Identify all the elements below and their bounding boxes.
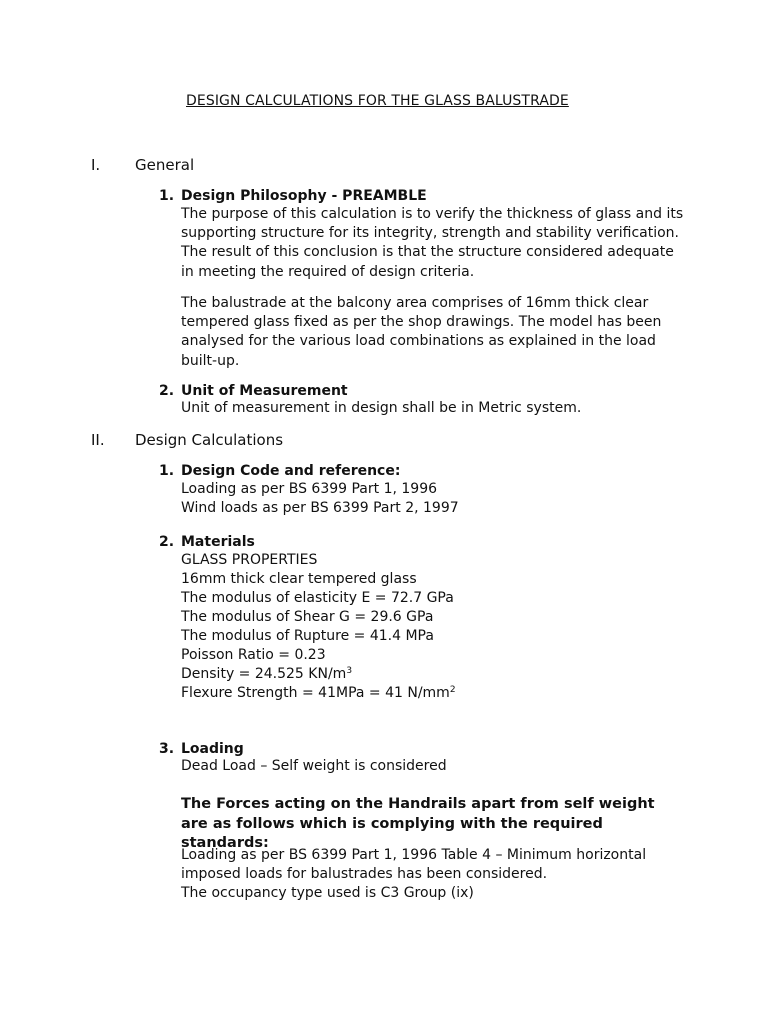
design-code-line: Loading as per BS 6399 Part 1, 1996	[181, 481, 438, 497]
item-2-3-number: 3.	[159, 741, 175, 757]
occupancy-type-text: The occupancy type used is C3 Group (ix)	[181, 885, 474, 901]
density-text: Density = 24.525 KN/m	[181, 666, 347, 682]
section-2-numeral: II.	[91, 431, 105, 449]
flexure-superscript: 2	[449, 685, 456, 695]
density-superscript: 3	[346, 666, 353, 676]
materials-line: Poisson Ratio = 0.23	[181, 647, 326, 663]
materials-line: The modulus of elasticity E = 72.7 GPa	[181, 590, 454, 606]
dead-load-text: Dead Load – Self weight is considered	[181, 758, 447, 774]
item-1-1-title: Design Philosophy - PREAMBLE	[181, 188, 427, 204]
unit-of-measurement-text: Unit of measurement in design shall be in Metric system.	[181, 400, 582, 416]
flexure-line	[181, 684, 456, 703]
design-philosophy-paragraph-2: The balustrade at the balcony area comprises of 16mm thick clear tempered glass fixed as per the shop drawings. The model has been analysed for the various load combinations as explained in the load built-up.	[181, 295, 662, 369]
materials-line: The modulus of Rupture = 41.4 MPa	[181, 628, 434, 644]
item-2-3-title: Loading	[181, 741, 244, 757]
item-2-2-title: Materials	[181, 534, 255, 550]
design-philosophy-paragraph-1: The purpose of this calculation is to verify the thickness of glass and its supporting structure for its integrity, strength and stability verification. The result of this conclusion is that the structure considered adequate in meeting the required of design criteria.	[181, 206, 684, 280]
design-code-line: Wind loads as per BS 6399 Part 2, 1997	[181, 500, 459, 516]
item-1-2-number: 2.	[159, 383, 175, 399]
section-1-title: General	[135, 156, 195, 174]
item-2-1-number: 1.	[159, 463, 175, 479]
materials-line: 16mm thick clear tempered glass	[181, 571, 417, 587]
materials-line: GLASS PROPERTIES	[181, 552, 318, 568]
item-1-1-number: 1.	[159, 188, 175, 204]
density-line	[181, 665, 352, 684]
item-2-2-number: 2.	[159, 534, 175, 550]
item-1-2-title: Unit of Measurement	[181, 383, 348, 399]
section-2-title: Design Calculations	[135, 431, 284, 449]
forces-bold-paragraph: The Forces acting on the Handrails apart from self weight are as follows which is complying with the required standards:	[181, 796, 655, 851]
loading-paragraph: Loading as per BS 6399 Part 1, 1996 Table 4 – Minimum horizontal imposed loads for balustrades has been considered.	[181, 847, 647, 883]
document-title: DESIGN CALCULATIONS FOR THE GLASS BALUSTRADE	[186, 93, 569, 109]
section-1-numeral: I.	[91, 156, 101, 174]
item-2-1-title: Design Code and reference:	[181, 463, 401, 479]
flexure-text: Flexure Strength = 41MPa = 41 N/mm	[181, 685, 450, 701]
materials-line: The modulus of Shear G = 29.6 GPa	[181, 609, 434, 625]
